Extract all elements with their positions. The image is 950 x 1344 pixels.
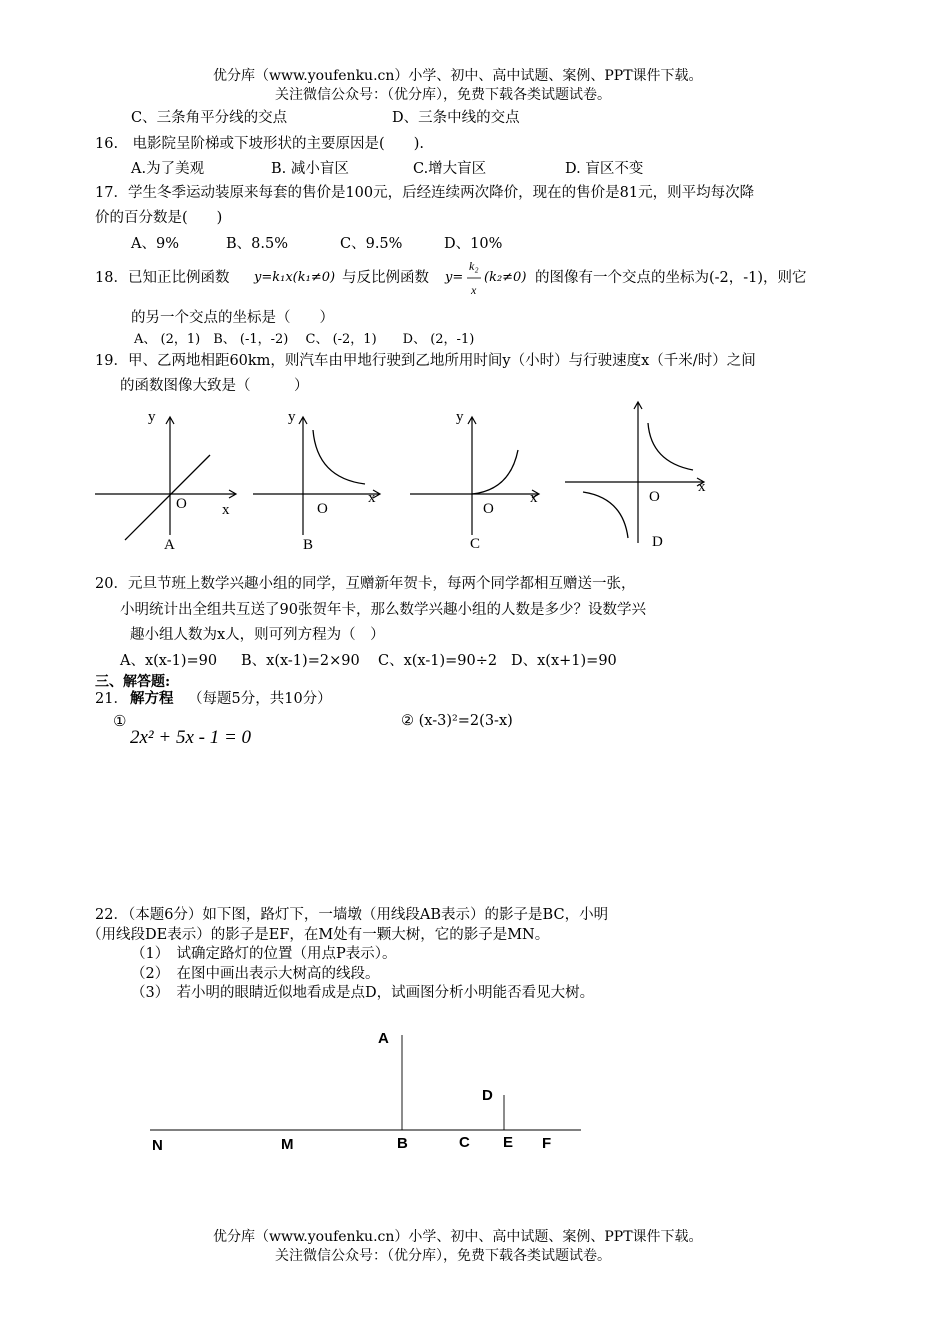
graph-a [95, 410, 255, 540]
q18-stem-line-2: 的另一个交点的坐标是（ ） [131, 310, 334, 326]
graph-c-origin-label: O [483, 501, 494, 517]
q18-fraction-numerator: k₂ [469, 259, 479, 273]
graph-a-y-label: y [148, 409, 156, 425]
q22-sub-1: （1） 试确定路灯的位置（用点P表示）。 [131, 946, 397, 962]
q21-number: 21． [95, 691, 128, 707]
graph-a-x-label: x [222, 502, 230, 518]
q18-stem-b: 与反比例函数 [342, 270, 429, 286]
q22-figure [140, 1035, 590, 1135]
point-e-label: E [503, 1134, 514, 1151]
q18-function-1: y=k₁x(k₁≠0) [254, 270, 336, 285]
q16-stem: 16. 电影院呈阶梯或下坡形状的主要原因是( ). [95, 136, 424, 152]
graph-d-origin-label: O [649, 489, 660, 505]
point-m-label: M [281, 1136, 294, 1153]
q16-option-c: C.增大盲区 [413, 161, 487, 177]
q17-option-b: B、8.5% [226, 236, 288, 252]
graph-c-x-label: x [530, 490, 538, 506]
q20-option-a: A、x(x-1)=90 [120, 653, 218, 669]
q17-option-d: D、10% [444, 236, 503, 252]
graph-d-curve-lower [583, 492, 628, 538]
q18-stem-c: 的图像有一个交点的坐标为(-2，-1)，则它 [535, 270, 807, 286]
q16-option-a: A.为了美观 [131, 161, 205, 177]
q22-sub-2: （2） 在图中画出表示大树高的线段。 [131, 966, 380, 982]
q18-function-2-lhs: y= [445, 270, 464, 285]
q17-stem-line-1: 17．学生冬季运动装原来每套的售价是100元，后经连续两次降价，现在的售价是81元，则平均每次降 [95, 185, 755, 201]
section-3-title: 三、解答题: [95, 674, 171, 690]
q20-stem-line-3: 趣小组人数为x人，则可列方程为（ ） [130, 627, 385, 643]
footer-line-2: 关注微信公众号：（优分库），免费下载各类试题试卷。 [275, 1248, 611, 1264]
graph-c-curve [472, 450, 518, 494]
q18-function-2-condition: (k₂≠0) [484, 270, 527, 285]
q20-stem-line-2: 小明统计出全组共互送了90张贺年卡，那么数学兴趣小组的人数是多少？设数学兴 [120, 602, 646, 618]
q18-fraction-denominator: x [471, 283, 477, 297]
graph-c [410, 410, 560, 540]
q19-stem-line-1: 19．甲、乙两地相距60km，则汽车由甲地行驶到乙地所用时间y（小时）与行驶速度x（千米/时）之间 [95, 353, 756, 369]
graph-d-curve-upper [648, 423, 693, 470]
q21-note: （每题5分，共10分） [188, 691, 332, 707]
q16-option-b: B. 减小盲区 [271, 161, 349, 177]
footer-line-1: 优分库（www.youfenku.cn）小学、初中、高中试题、案例、PPT课件下载。 [213, 1229, 703, 1245]
graph-a-line [125, 455, 210, 540]
header-line-2: 关注微信公众号：（优分库），免费下载各类试题试卷。 [275, 87, 611, 103]
q20-option-d: D、x(x+1)=90 [511, 653, 617, 669]
q20-option-c: C、x(x-1)=90÷2 [378, 653, 498, 669]
q22-stem-line-2: （用线段DE表示）的影子是EF，在M处有一颗大树，它的影子是MN。 [87, 927, 550, 943]
q18-options: A、 (2，1) B、 (-1，-2) C、 (-2，1) D、 (2，-1) [134, 332, 475, 347]
graph-b-x-label: x [368, 490, 376, 506]
q17-option-a: A、9% [131, 236, 179, 252]
q21-title: 解方程 [130, 690, 174, 707]
header-line-1: 优分库（www.youfenku.cn）小学、初中、高中试题、案例、PPT课件下载。 [213, 68, 703, 84]
point-b-label: B [397, 1135, 408, 1152]
q17-stem-line-2: 价的百分数是( ) [95, 210, 223, 226]
graph-b-caption: B [303, 537, 314, 553]
q20-stem-line-1: 20．元旦节班上数学兴趣小组的同学，互赠新年贺卡，每两个同学都相互赠送一张， [95, 576, 636, 592]
q22-stem-line-1: 22．（本题6分）如下图，路灯下，一墙墩（用线段AB表示）的影子是BC，小明 [95, 907, 609, 923]
q20-option-b: B、x(x-1)=2×90 [241, 653, 360, 669]
point-c-label: C [459, 1134, 470, 1151]
point-n-label: N [152, 1137, 163, 1154]
q15-option-d: D、三条中线的交点 [392, 110, 520, 126]
point-d-label: D [482, 1087, 493, 1104]
graph-c-caption: C [470, 536, 481, 552]
graph-b-origin-label: O [317, 501, 328, 517]
q16-option-d: D. 盲区不变 [565, 161, 644, 177]
graph-b-curve [313, 430, 365, 484]
graph-a-origin-label: O [176, 496, 187, 512]
point-a-label: A [378, 1030, 389, 1047]
q19-stem-line-2: 的函数图像大致是（ ） [120, 378, 309, 394]
q21-part-1-marker: ① [113, 712, 127, 730]
q22-sub-3: （3） 若小明的眼睛近似地看成是点D，试画图分析小明能否看见大树。 [131, 985, 595, 1001]
graph-d [565, 398, 715, 548]
graph-b [253, 410, 393, 540]
graph-c-y-label: y [456, 409, 464, 425]
graph-b-y-label: y [288, 409, 296, 425]
graph-d-caption: D [652, 534, 663, 550]
q21-part-2: ② (x-3)²=2(3-x) [401, 713, 513, 729]
q18-stem-a: 18．已知正比例函数 [95, 270, 230, 286]
point-f-label: F [542, 1135, 552, 1152]
q21-part-1-equation: 2x² + 5x - 1 = 0 [130, 727, 252, 748]
graph-a-caption: A [164, 537, 175, 553]
q17-option-c: C、9.5% [340, 236, 403, 252]
graph-d-x-label: x [698, 479, 706, 495]
q15-option-c: C、三条角平分线的交点 [131, 110, 288, 126]
